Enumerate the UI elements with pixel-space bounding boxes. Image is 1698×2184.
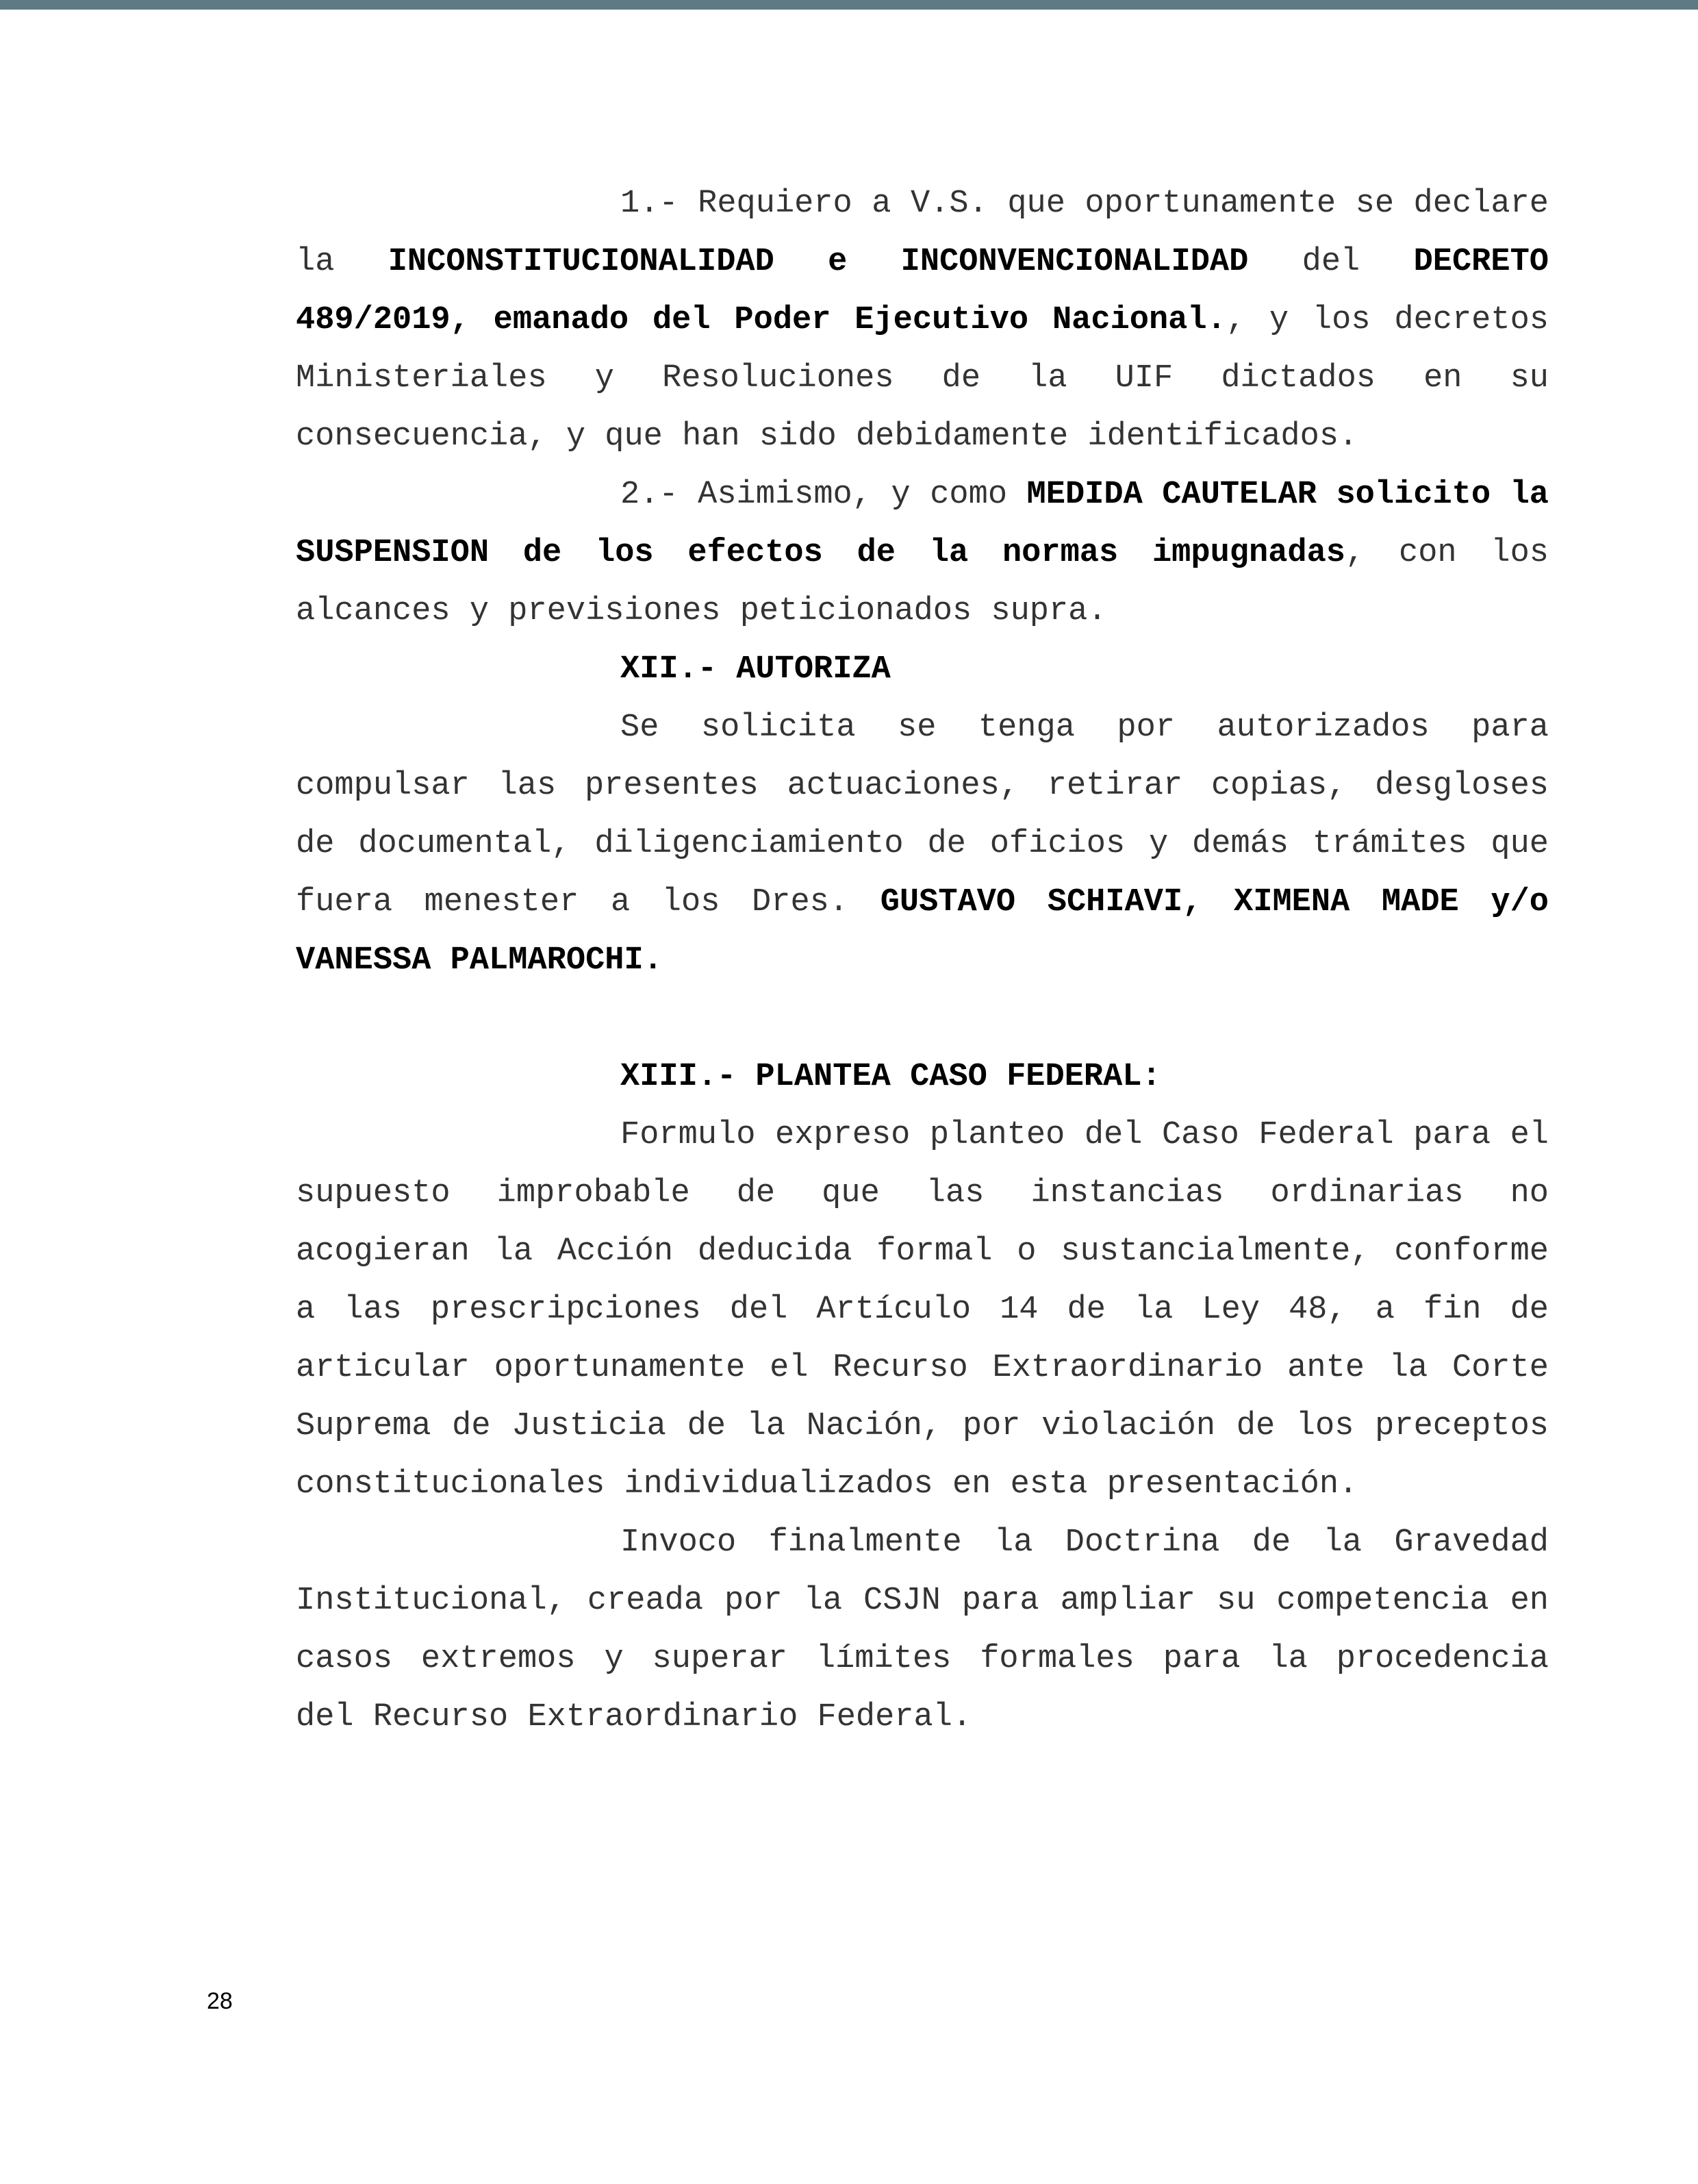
medida-cautelar-bold: MEDIDA CAUTELAR solicito la SUSPENSION de los efectos de la normas impugnadas	[296, 477, 1549, 571]
paragraph-requiero-text-d: , y los decretos Ministeriales y Resoluciones de la UIF dictados en su consecuencia, y que han sido debidamente identificados.	[296, 302, 1549, 455]
decreto-bold: DECRETO 489/2019, emanado del Poder Ejecutivo Nacional.	[296, 244, 1549, 338]
paragraph-caso-federal: Formulo expreso planteo del Caso Federal para el supuesto improbable de que las instancias ordinarias no acogieran la Acción deducida formal o sustancialmente, conforme a las prescripciones del Artículo 14 de la Ley 48, a fin de articular oportunamente el Recurso Extraordinario ante la Corte Suprema de Justicia de la Nación, por violación de los preceptos constitucionales individualizados en esta presentación.	[296, 1117, 1549, 1503]
paragraph-autoriza	[296, 699, 1549, 990]
page-number: 28	[207, 1988, 233, 2014]
heading-caso-federal: XIII.- PLANTEA CASO FEDERAL:	[620, 1059, 1161, 1095]
document-body	[296, 175, 1549, 1746]
autorizados-names-bold: GUSTAVO SCHIAVI, XIMENA MADE y/o VANESSA PALMAROCHI.	[296, 884, 1549, 979]
top-bar	[0, 0, 1698, 10]
paragraph-gravedad-institucional: Invoco finalmente la Doctrina de la Gravedad Institucional, creada por la CSJN para ampliar su competencia en casos extremos y superar límites formales para la procedencia del Recurso Extraordinario Federal.	[296, 1524, 1549, 1735]
paragraph-autoriza-text-a: Se solicita se tenga por autorizados para compulsar las presentes actuaciones, retirar copias, desgloses de documental, diligenciamiento de oficios y demás trámites que fuera menester a los Dres.	[296, 710, 1549, 920]
paragraph-requiero-text-a: 1.- Requiero a V.S. que oportunamente se declare la	[296, 186, 1549, 280]
paragraph-asimismo	[296, 466, 1549, 640]
heading-autoriza: XII.- AUTORIZA	[620, 651, 891, 688]
paragraph-asimismo-text-c: , con los alcances y previsiones peticionados supra.	[296, 535, 1549, 629]
blank-line	[296, 990, 1549, 1048]
paragraph-requiero	[296, 175, 1549, 466]
paragraph-asimismo-text-a: 2.- Asimismo, y como	[620, 477, 1027, 513]
paragraph-requiero-text-c: del	[1248, 244, 1414, 280]
inconstitucionalidad-bold: INCONSTITUCIONALIDAD e INCONVENCIONALIDAD	[388, 244, 1249, 280]
